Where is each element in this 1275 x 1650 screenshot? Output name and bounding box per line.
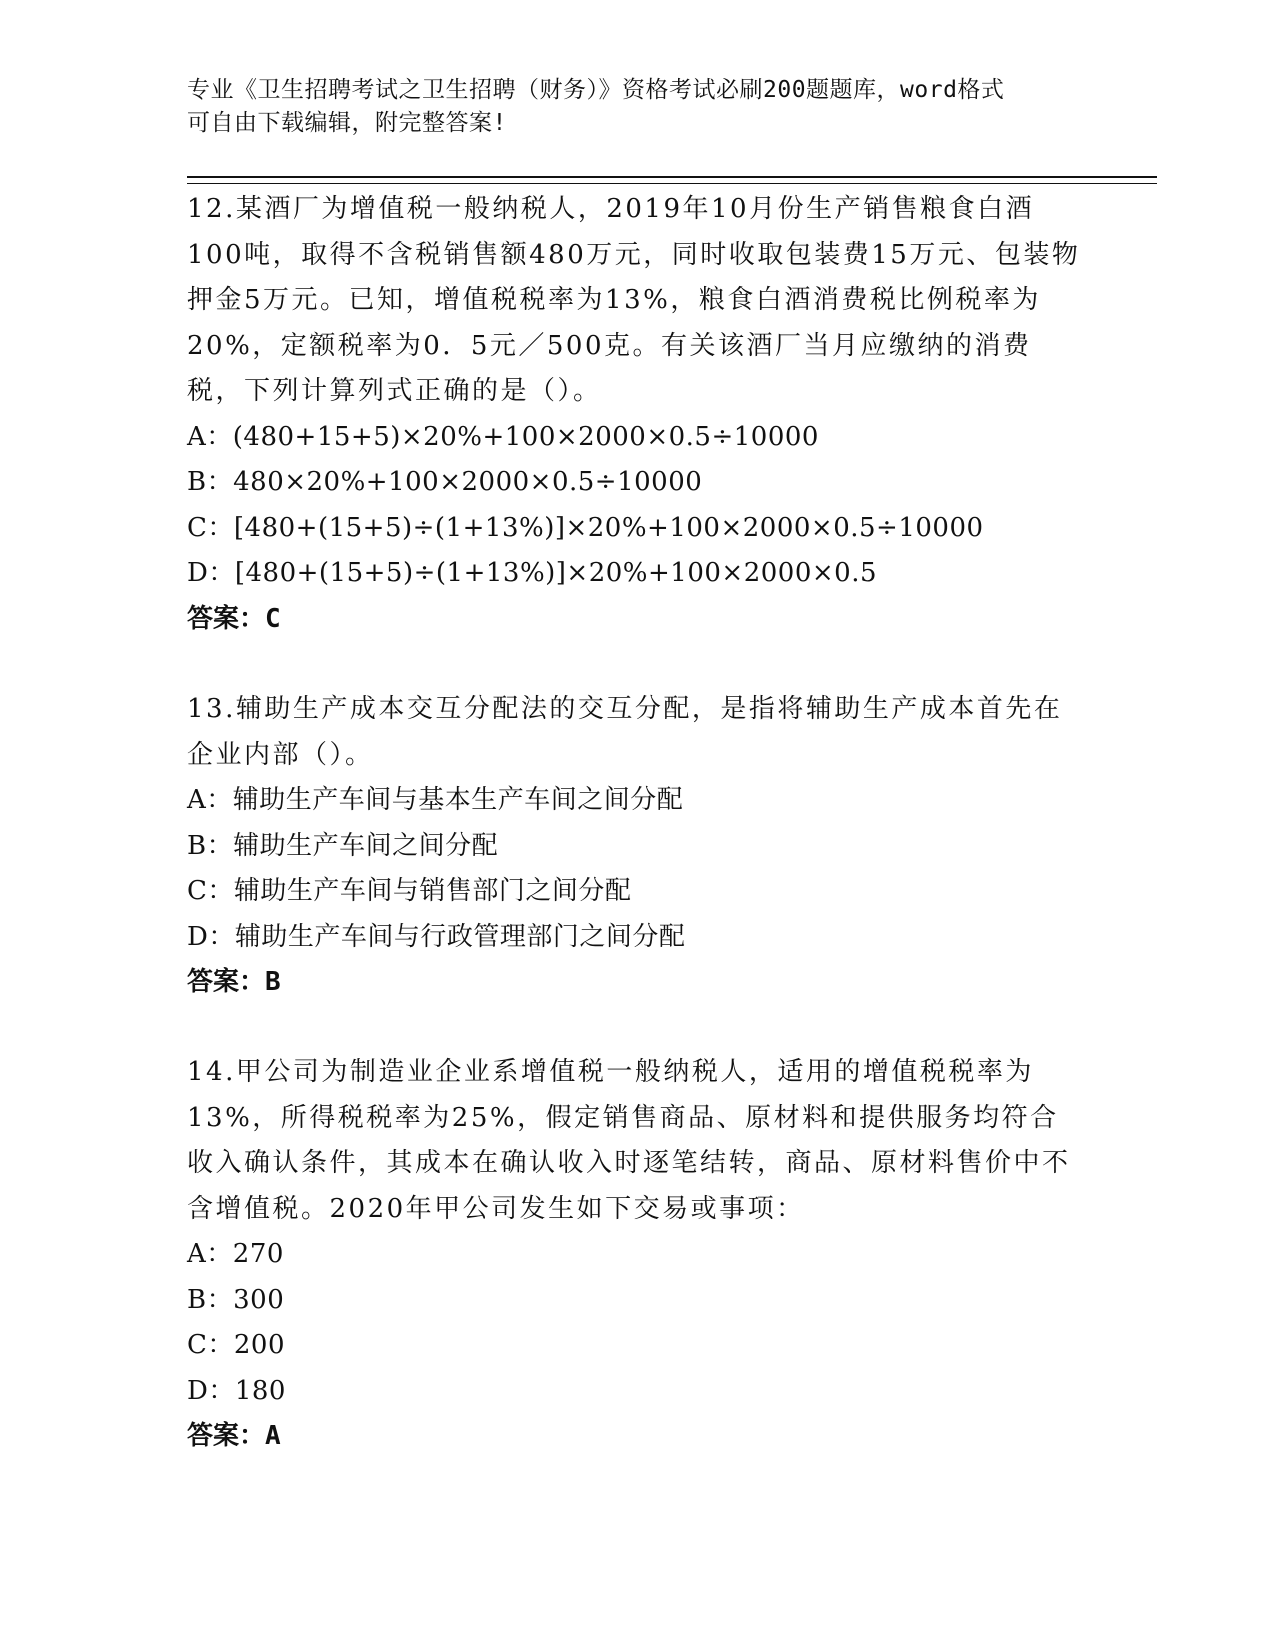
option-b: B：辅助生产车间之间分配 — [187, 830, 499, 861]
option-d: D：[480+(15+5)÷(1+13%)]×20%+100×2000×0.5 — [187, 558, 878, 588]
question-stem: 13.辅助生产成本交互分配法的交互分配，是指将辅助生产成本首先在企业内部（）。 — [187, 694, 1063, 770]
question-stem: 12.某酒厂为增值税一般纳税人，2019年10月份生产销售粮食白酒100吨，取得不含税销售额480万元，同时收取包装费15万元、包装物押金5万元。已知，增值税税率为13%，粮食白酒消费税比例税率为20%，定额税率为0．5元／500克。有关该酒厂当月应缴纳的消费税，下列计算列式正确的是（）。 — [187, 194, 1081, 406]
page-header — [187, 74, 1087, 140]
option-b: B：480×20%+100×2000×0.5÷10000 — [187, 467, 703, 497]
option-c: C：[480+(15+5)÷(1+13%)]×20%+100×2000×0.5÷10000 — [187, 512, 984, 543]
option-d: D：180 — [187, 1375, 286, 1406]
option-a: A：270 — [187, 1239, 284, 1269]
option-d: D：辅助生产车间与行政管理部门之间分配 — [187, 921, 686, 952]
header-divider — [187, 176, 1157, 178]
question-stem: 14.甲公司为制造业企业系增值税一般纳税人，适用的增值税税率为13%，所得税税率为25%，假定销售商品、原材料和提供服务均符合收入确认条件，其成本在确认收入时逐笔结转，商品、原材料售价中不含增值税。2020年甲公司发生如下交易或事项： — [187, 1057, 1071, 1224]
header-divider-thin — [187, 183, 1157, 184]
question-12 — [187, 187, 1087, 642]
option-c: C：200 — [187, 1330, 286, 1360]
answer-label: 答案：A — [187, 1421, 281, 1451]
answer-label: 答案：C — [187, 603, 281, 634]
option-a: A：(480+15+5)×20%+100×2000×0.5÷10000 — [187, 421, 819, 452]
answer-label: 答案：B — [187, 967, 281, 997]
header-line-1: 专业《卫生招聘考试之卫生招聘（财务）》资格考试必刷200题题库，word格式 — [187, 77, 1005, 103]
option-a: A：辅助生产车间与基本生产车间之间分配 — [187, 785, 684, 815]
question-13 — [187, 687, 1087, 1005]
question-14 — [187, 1050, 1087, 1459]
option-b: B：300 — [187, 1284, 285, 1315]
option-c: C：辅助生产车间与销售部门之间分配 — [187, 876, 632, 906]
header-line-2: 可自由下载编辑，附完整答案! — [187, 110, 507, 136]
